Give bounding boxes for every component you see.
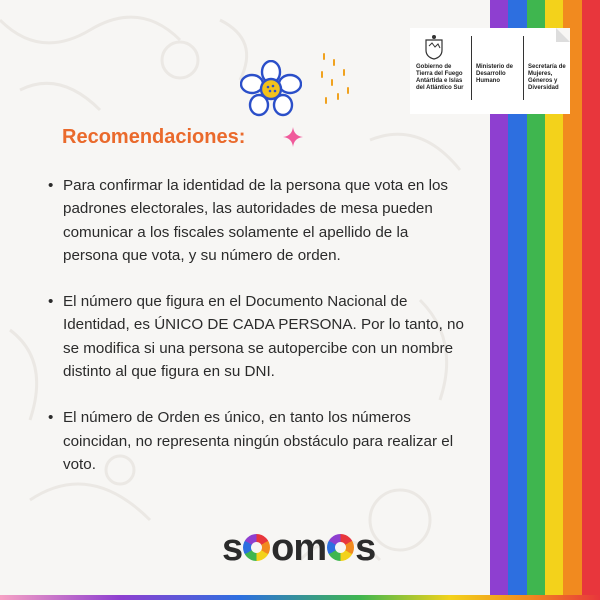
institutional-logos	[410, 28, 570, 114]
recommendation-item: • Para confirmar la identidad de la persona que vota en los padrones electorales, las autoridades de mesa pueden comunicar a los fiscales solamente el apellido de la persona que vota, y su número de orden.	[46, 174, 466, 267]
somos-logo	[222, 527, 375, 570]
gobierno-line-3: Antártida e Islas	[416, 78, 463, 84]
page-title: Recomendaciones:	[62, 126, 246, 148]
secretaria-logo	[528, 28, 568, 114]
gobierno-logo	[416, 28, 468, 114]
recommendation-item: • El número que figura en el Documento Nacional de Identidad, es ÚNICO DE CADA PERSONA. Por lo tanto, no se modifica si una persona se autopercibe con un nombre distinto al que figura en su DNI.	[46, 290, 466, 383]
secretaria-line-2: Mujeres,	[528, 71, 553, 77]
ministerio-line-3: Humano	[476, 78, 500, 84]
rainbow-o-icon	[243, 534, 270, 561]
flower-icon	[240, 60, 302, 118]
somos-middle: om	[271, 527, 327, 569]
sparkle-icon	[283, 127, 303, 147]
secretaria-line-4: Diversidad	[528, 85, 559, 91]
decorative-dashes	[318, 50, 358, 110]
gobierno-line-1: Gobierno de	[416, 64, 452, 70]
recommendations-list	[46, 174, 466, 499]
ministerio-line-1: Ministerio de	[476, 64, 514, 70]
secretaria-line-1: Secretaría de	[528, 64, 566, 70]
crest-icon	[424, 34, 444, 60]
ministerio-logo	[476, 28, 518, 114]
recommendation-item: • El número de Orden es único, en tanto los números coincidan, no representa ningún obstáculo para realizar el voto.	[46, 406, 466, 476]
rainbow-o-icon	[327, 534, 354, 561]
somos-prefix: s	[222, 527, 243, 569]
ministerio-line-2: Desarrollo	[476, 71, 506, 77]
rainbow-bottom-line	[0, 595, 600, 600]
gobierno-line-4: del Atlántico Sur	[416, 85, 464, 91]
gobierno-line-2: Tierra del Fuego	[416, 71, 463, 77]
secretaria-line-3: Géneros y	[528, 78, 558, 84]
somos-suffix: s	[355, 527, 376, 569]
